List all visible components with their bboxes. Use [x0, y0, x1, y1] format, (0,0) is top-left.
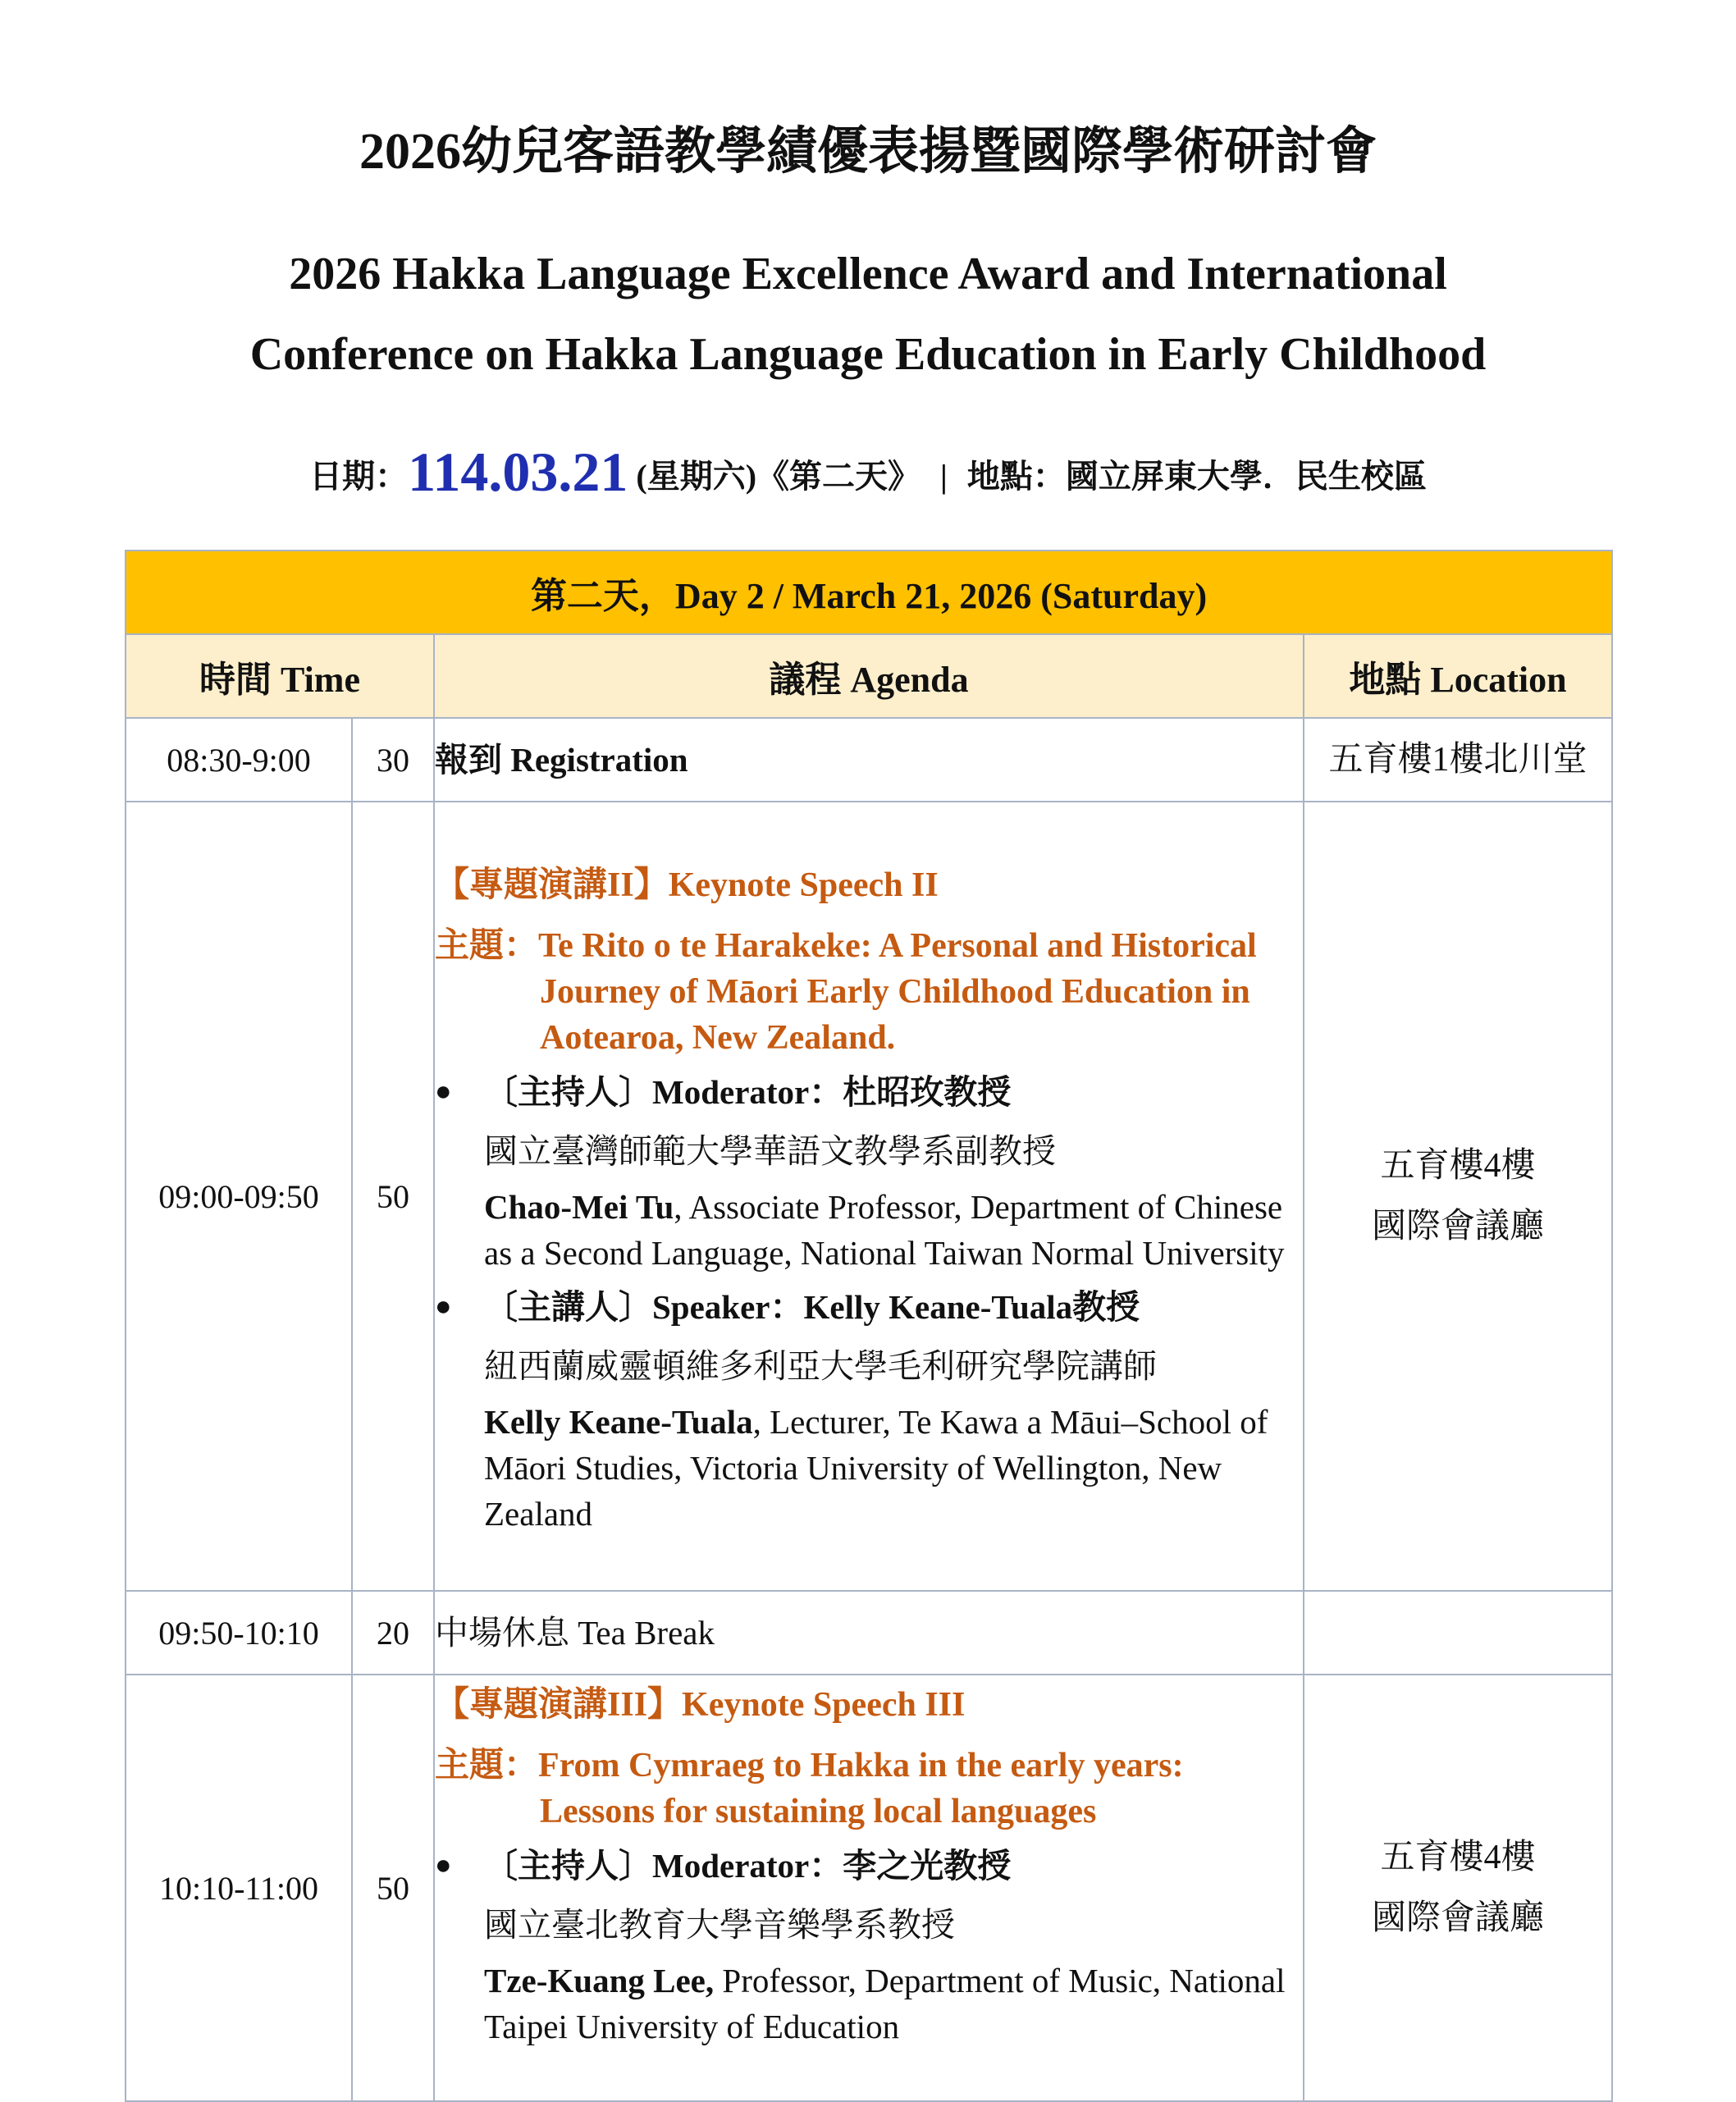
moderator-affiliation-zh: 國立臺灣師範大學華語文教學系副教授	[484, 1132, 1056, 1170]
page-title-chinese: 2026幼兒客語教學績優表揚暨國際學術研討會	[359, 124, 1377, 180]
venue-label: 地點：國立屏東大學．民生校區	[966, 458, 1427, 495]
title-english-line-2: Conference on Hakka Language Education in Early Childhood	[249, 329, 1487, 380]
day-header-row	[126, 551, 1612, 634]
location-cell	[1304, 1591, 1612, 1675]
date-label: 日期：	[309, 458, 409, 495]
moderator-position-en: , Associate Professor, Department of Chinese as a Second Language, National Taiwan Normal University	[484, 1188, 1285, 1272]
duration-cell: 50	[352, 1675, 434, 2101]
time-cell: 08:30-9:00	[126, 718, 352, 802]
speaker-affiliation-en	[435, 1399, 1303, 1537]
moderator-line	[435, 1843, 1303, 1889]
agenda-table	[125, 550, 1613, 2102]
day-header: 第二天，Day 2 / March 21, 2026 (Saturday)	[126, 551, 1612, 634]
speaker-label: 〔主講人〕Speaker：Kelly Keane-Tuala教授	[484, 1288, 1140, 1326]
column-header-row	[126, 634, 1612, 718]
time-cell: 09:00-09:50	[126, 802, 352, 1591]
date-suffix: (星期六)《第二天》	[636, 458, 921, 495]
moderator-position-en: Professor, Department of Music, National Taipei University of Education	[484, 1962, 1286, 2045]
keynote-topic: 主題：From Cymraeg to Hakka in the early years: Lessons for sustaining local languages	[435, 1747, 1184, 1830]
location-line-2: 國際會議廳	[1372, 1899, 1545, 1937]
agenda-cell: 中場休息 Tea Break	[434, 1591, 1304, 1675]
column-header-location: 地點 Location	[1304, 634, 1612, 718]
duration-cell: 50	[352, 802, 434, 1591]
date-value: 114.03.21	[408, 441, 628, 503]
moderator-name-en: Chao-Mei Tu	[484, 1188, 674, 1226]
moderator-line	[435, 1069, 1303, 1115]
speaker-position-en: , Lecturer, Te Kawa a Māui–School of Māori Studies, Victoria University of Wellington, New Zealand	[484, 1403, 1268, 1533]
moderator-affiliation-zh: 國立臺北教育大學音樂學系教授	[484, 1906, 955, 1944]
duration-cell: 20	[352, 1591, 434, 1675]
location-line-1: 五育樓4樓	[1380, 1147, 1536, 1185]
moderator-name-en: Tze-Kuang Lee,	[484, 1962, 715, 1999]
table-row	[126, 1591, 1612, 1675]
speaker-name-en: Kelly Keane-Tuala	[484, 1403, 753, 1441]
agenda-cell: 報到 Registration	[434, 718, 1304, 802]
time-cell: 10:10-11:00	[126, 1675, 352, 2101]
table-row	[126, 802, 1612, 1591]
keynote-topic: 主題：Te Rito o te Harakeke: A Personal and Historical Journey of Māori Early Childhood Education in Aotearoa, New Zealand.	[435, 927, 1257, 1057]
speaker-line	[435, 1284, 1303, 1330]
agenda-cell	[434, 802, 1304, 1591]
agenda-cell	[434, 1675, 1304, 2101]
duration-cell: 30	[352, 718, 434, 802]
moderator-affiliation-en	[435, 1184, 1303, 1276]
bullet-icon: ●	[435, 1291, 452, 1322]
table-row	[126, 718, 1612, 802]
time-cell: 09:50-10:10	[126, 1591, 352, 1675]
date-location-line	[0, 435, 1736, 514]
location-cell	[1304, 1675, 1612, 2101]
separator: |	[940, 458, 948, 495]
speaker-affiliation-zh: 紐西蘭威靈頓維多利亞大學毛利研究學院講師	[484, 1347, 1157, 1385]
column-header-agenda: 議程 Agenda	[434, 634, 1304, 718]
location-cell: 五育樓1樓北川堂	[1304, 718, 1612, 802]
location-cell	[1304, 802, 1612, 1591]
bullet-icon: ●	[435, 1850, 452, 1880]
moderator-label: 〔主持人〕Moderator：杜昭玫教授	[484, 1073, 1012, 1111]
table-row	[126, 1675, 1612, 2101]
keynote-title: 【專題演講III】Keynote Speech III	[435, 1686, 966, 1724]
bullet-icon: ●	[435, 1076, 452, 1107]
title-english-line-1: 2026 Hakka Language Excellence Award and International	[289, 249, 1447, 299]
column-header-time: 時間 Time	[126, 634, 434, 718]
location-line-1: 五育樓4樓	[1380, 1839, 1536, 1876]
location-line-2: 國際會議廳	[1372, 1208, 1545, 1245]
keynote-title: 【專題演講II】Keynote Speech II	[435, 866, 939, 904]
page-title-english	[0, 234, 1736, 395]
moderator-affiliation-en	[435, 1958, 1303, 2049]
moderator-label: 〔主持人〕Moderator：李之光教授	[484, 1847, 1012, 1885]
